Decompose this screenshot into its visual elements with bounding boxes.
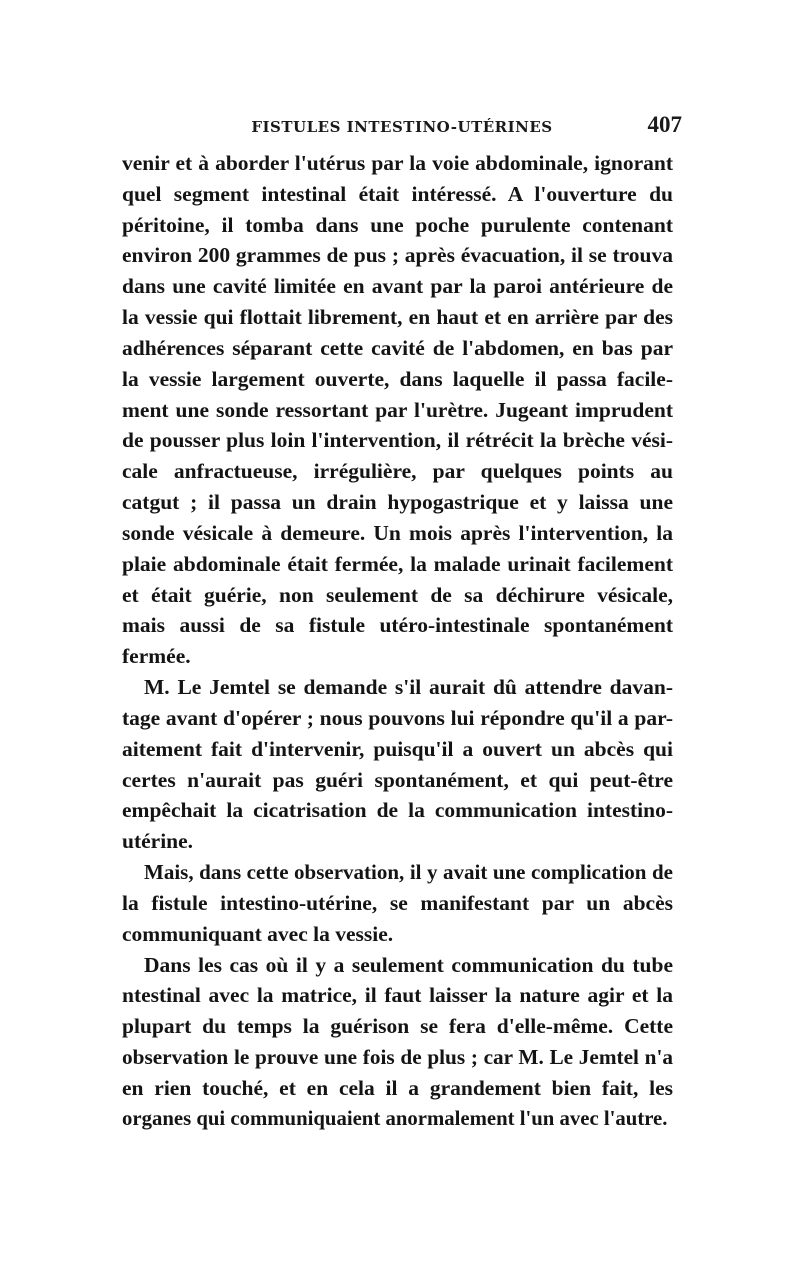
text-line: fermée.	[122, 644, 191, 669]
text-line: aitement fait d'intervenir, puisqu'il a ouvert un abcès qui	[122, 736, 673, 761]
text-line: cale anfractueuse, irrégulière, par quelques points au	[122, 459, 673, 484]
text-line: ntestinal avec la matrice, il faut laisser la nature agir et la	[122, 983, 673, 1008]
text-line: certes n'aurait pas guéri spontanément, et qui peut-être	[122, 767, 673, 792]
body-text	[122, 148, 673, 1135]
text-line: catgut ; il passa un drain hypogastrique et y laissa une	[122, 490, 673, 515]
text-line: et était guérie, non seulement de sa déchirure vésicale,	[122, 582, 673, 607]
text-line: environ 200 grammes de pus ; après évacuation, il se trouva	[122, 243, 673, 268]
text-line: la vessie largement ouverte, dans laquelle il passa facile-	[122, 366, 673, 391]
text-line: M. Le Jemtel se demande s'il aurait dû attendre davan-	[144, 675, 673, 700]
text-line: de pousser plus loin l'intervention, il rétrécit la brèche vési-	[122, 428, 673, 453]
text-line: ment une sonde ressortant par l'urètre. Jugeant imprudent	[122, 397, 673, 422]
text-line: mais aussi de sa fistule utéro-intestinale spontanément	[122, 613, 673, 638]
text-line: empêchait la cicatrisation de la communication intestino-	[122, 798, 673, 823]
text-line: organes qui communiquaient anormalement l'un avec l'autre.	[122, 1107, 668, 1130]
text-line: Dans les cas où il y a seulement communication du tube	[144, 952, 673, 977]
page-number: 407	[647, 112, 682, 137]
text-line: venir et à aborder l'utérus par la voie abdominale, ignorant	[122, 151, 673, 175]
text-line: quel segment intestinal était intéressé. A l'ouverture du	[122, 181, 673, 206]
text-line: Mais, dans cette observation, il y avait une complication de	[144, 860, 673, 885]
text-line: observation le prouve une fois de plus ; car M. Le Jemtel n'a	[122, 1045, 673, 1070]
text-line: péritoine, il tomba dans une poche purulente contenant	[122, 212, 673, 237]
text-line: la vessie qui flottait librement, en haut et en arrière par des	[122, 305, 673, 330]
text-line: tage avant d'opérer ; nous pouvons lui répondre qu'il a par-	[122, 705, 673, 730]
text-line: utérine.	[122, 829, 194, 854]
text-line: en rien touché, et en cela il a grandement bien fait, les	[122, 1075, 673, 1100]
text-line: sonde vésicale à demeure. Un mois après l'intervention, la	[122, 520, 673, 545]
text-line: plupart du temps la guérison se fera d'elle-même. Cette	[122, 1014, 673, 1039]
running-title: FISTULES INTESTINO-UTÉRINES	[251, 118, 553, 136]
text-line: communiquant avec la vessie.	[122, 921, 394, 946]
text-line: adhérences séparant cette cavité de l'abdomen, en bas par	[122, 335, 673, 360]
text-line: dans une cavité limitée en avant par la paroi antérieure de	[122, 274, 673, 299]
text-line: plaie abdominale était fermée, la malade urinait facilement	[122, 551, 673, 576]
text-line: la fistule intestino-utérine, se manifestant par un abcès	[122, 890, 673, 915]
page-header	[122, 112, 682, 142]
